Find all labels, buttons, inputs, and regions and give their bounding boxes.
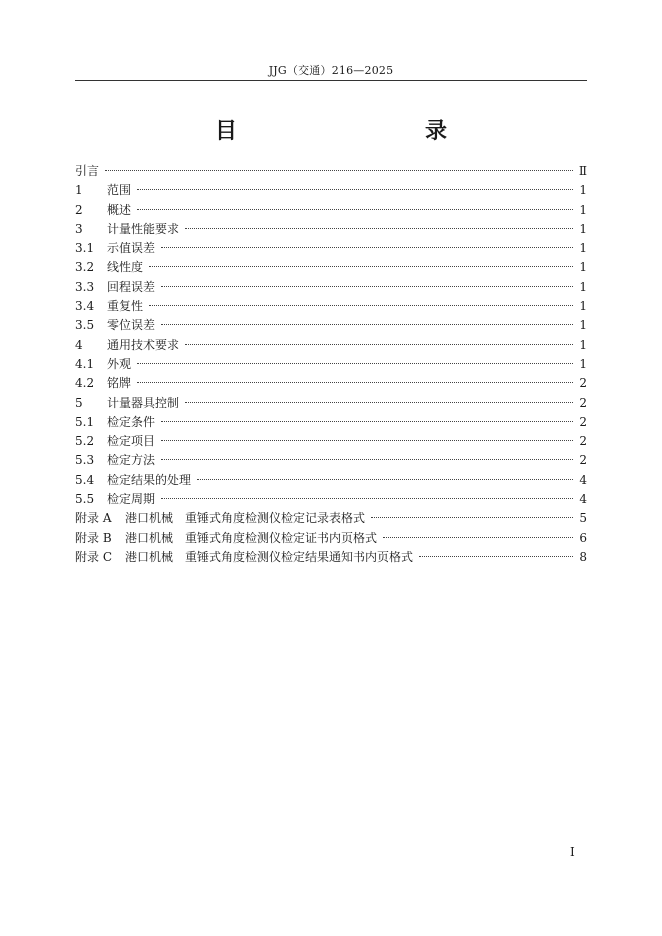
dot-leader [185, 228, 573, 229]
toc-entry[interactable] [75, 278, 587, 297]
toc-entry-number: 5.3 [75, 453, 95, 468]
toc-entry-page: 1 [579, 279, 587, 294]
toc-entry[interactable] [75, 220, 587, 239]
toc-entry[interactable] [75, 239, 587, 258]
toc-entry-number: 2 [75, 202, 83, 217]
toc-entry-page: 2 [579, 376, 587, 391]
toc-entry-label: 通用技术要求 [107, 337, 180, 352]
dot-leader [197, 479, 573, 480]
toc-entry-page: 4 [579, 492, 587, 507]
page-title: 目 录 [214, 119, 495, 144]
dot-leader [161, 286, 573, 287]
toc-entry-label: 引言 [75, 164, 100, 178]
toc-entry-number: 5.2 [75, 434, 95, 449]
toc-entry-number: 附录 C [75, 549, 112, 564]
toc-entry-page: 1 [579, 221, 587, 236]
toc-entry-number: 3.3 [75, 279, 95, 294]
toc-entry-number: 附录 A [75, 511, 112, 526]
toc-entry[interactable] [75, 336, 587, 355]
toc-entry-number: 1 [75, 183, 83, 198]
toc-entry[interactable] [75, 471, 587, 490]
toc-entry-label: 检定周期 [107, 492, 156, 507]
toc-entry[interactable] [75, 529, 587, 548]
dot-leader [161, 440, 573, 441]
dot-leader [161, 498, 573, 499]
toc-entry-number: 3.5 [75, 318, 95, 333]
toc-entry-label: 范围 [107, 183, 132, 198]
toc-entry-number: 4 [75, 337, 83, 352]
toc-entry-page: 4 [579, 472, 587, 487]
toc-entry[interactable] [75, 316, 587, 335]
toc-entry[interactable] [75, 162, 587, 181]
toc-entry[interactable] [75, 548, 587, 567]
toc-entry-page: 1 [579, 202, 587, 217]
toc-entry[interactable] [75, 413, 587, 432]
toc-entry-label: 概述 [107, 202, 132, 217]
toc-entry-number: 附录 B [75, 530, 112, 545]
dot-leader [185, 344, 573, 345]
toc-entry-page: 6 [579, 530, 587, 545]
toc-entry-number: 4.2 [75, 376, 95, 391]
toc-entry-number: 3 [75, 221, 83, 236]
toc-entry-page: 1 [579, 183, 587, 198]
toc-entry-label: 检定方法 [107, 453, 156, 468]
toc-entry-number: 3.2 [75, 260, 95, 275]
toc-entry-label: 示值误差 [107, 241, 156, 256]
dot-leader [185, 402, 573, 403]
toc-entry-number: 4.1 [75, 356, 95, 371]
toc-entry-page: Ⅱ [578, 164, 587, 178]
dot-leader [149, 305, 573, 306]
toc-entry[interactable] [75, 374, 587, 393]
toc-entry-number: 3.1 [75, 241, 95, 256]
toc-entry[interactable] [75, 509, 587, 528]
toc-entry-label: 重复性 [107, 299, 144, 314]
toc-entry-label: 计量性能要求 [107, 221, 180, 236]
toc-entry-page: 1 [579, 299, 587, 314]
toc-entry[interactable] [75, 297, 587, 316]
dot-leader [137, 363, 573, 364]
dot-leader [137, 382, 573, 383]
toc-entry[interactable] [75, 451, 587, 470]
toc-entry[interactable] [75, 432, 587, 451]
toc-entry-label: 回程误差 [107, 279, 156, 294]
toc-entry[interactable] [75, 181, 587, 200]
dot-leader [161, 247, 573, 248]
toc-entry-page: 1 [579, 318, 587, 333]
dot-leader [161, 421, 573, 422]
dot-leader [161, 324, 573, 325]
toc-entry-page: 2 [579, 434, 587, 449]
toc-entry-page: 1 [579, 241, 587, 256]
toc-entry-label: 铭牌 [107, 376, 132, 391]
dot-leader [149, 266, 573, 267]
header-rule [75, 80, 587, 81]
dot-leader [161, 459, 573, 460]
toc-entry-number: 5.4 [75, 472, 95, 487]
toc-entry-page: 8 [579, 549, 587, 564]
toc-entry[interactable] [75, 201, 587, 220]
page-number: Ⅰ [570, 845, 575, 859]
dot-leader [419, 556, 573, 557]
toc-entry-number: 5 [75, 395, 83, 410]
toc-entry-page: 5 [579, 511, 587, 526]
toc-entry[interactable] [75, 394, 587, 413]
toc-entry-label: 港口机械 重锤式角度检测仪检定证书内页格式 [125, 530, 378, 545]
toc-entry[interactable] [75, 355, 587, 374]
dot-leader [371, 517, 573, 518]
toc-entry-label: 检定项目 [107, 434, 156, 449]
dot-leader [383, 537, 573, 538]
toc-entry-label: 港口机械 重锤式角度检测仪检定记录表格式 [125, 511, 366, 526]
toc-entry-number: 5.5 [75, 492, 95, 507]
document-code-header: JJG（交通）216—2025 [268, 64, 394, 77]
toc-entry-label: 检定结果的处理 [107, 472, 192, 487]
toc-entry[interactable] [75, 258, 587, 277]
table-of-contents [75, 162, 587, 567]
toc-entry-label: 外观 [107, 356, 132, 371]
toc-entry-label: 港口机械 重锤式角度检测仪检定结果通知书内页格式 [125, 549, 414, 564]
toc-entry-page: 1 [579, 356, 587, 371]
toc-entry-number: 3.4 [75, 299, 95, 314]
toc-entry-page: 2 [579, 395, 587, 410]
toc-entry-page: 2 [579, 414, 587, 429]
toc-entry-label: 检定条件 [107, 414, 156, 429]
toc-entry-page: 2 [579, 453, 587, 468]
toc-entry-label: 零位误差 [107, 318, 156, 333]
dot-leader [137, 209, 573, 210]
toc-entry[interactable] [75, 490, 587, 509]
toc-entry-label: 计量器具控制 [107, 395, 180, 410]
dot-leader [137, 189, 573, 190]
toc-entry-page: 1 [579, 337, 587, 352]
toc-entry-label: 线性度 [107, 260, 144, 275]
toc-entry-page: 1 [579, 260, 587, 275]
toc-entry-number: 5.1 [75, 414, 95, 429]
dot-leader [105, 170, 573, 171]
